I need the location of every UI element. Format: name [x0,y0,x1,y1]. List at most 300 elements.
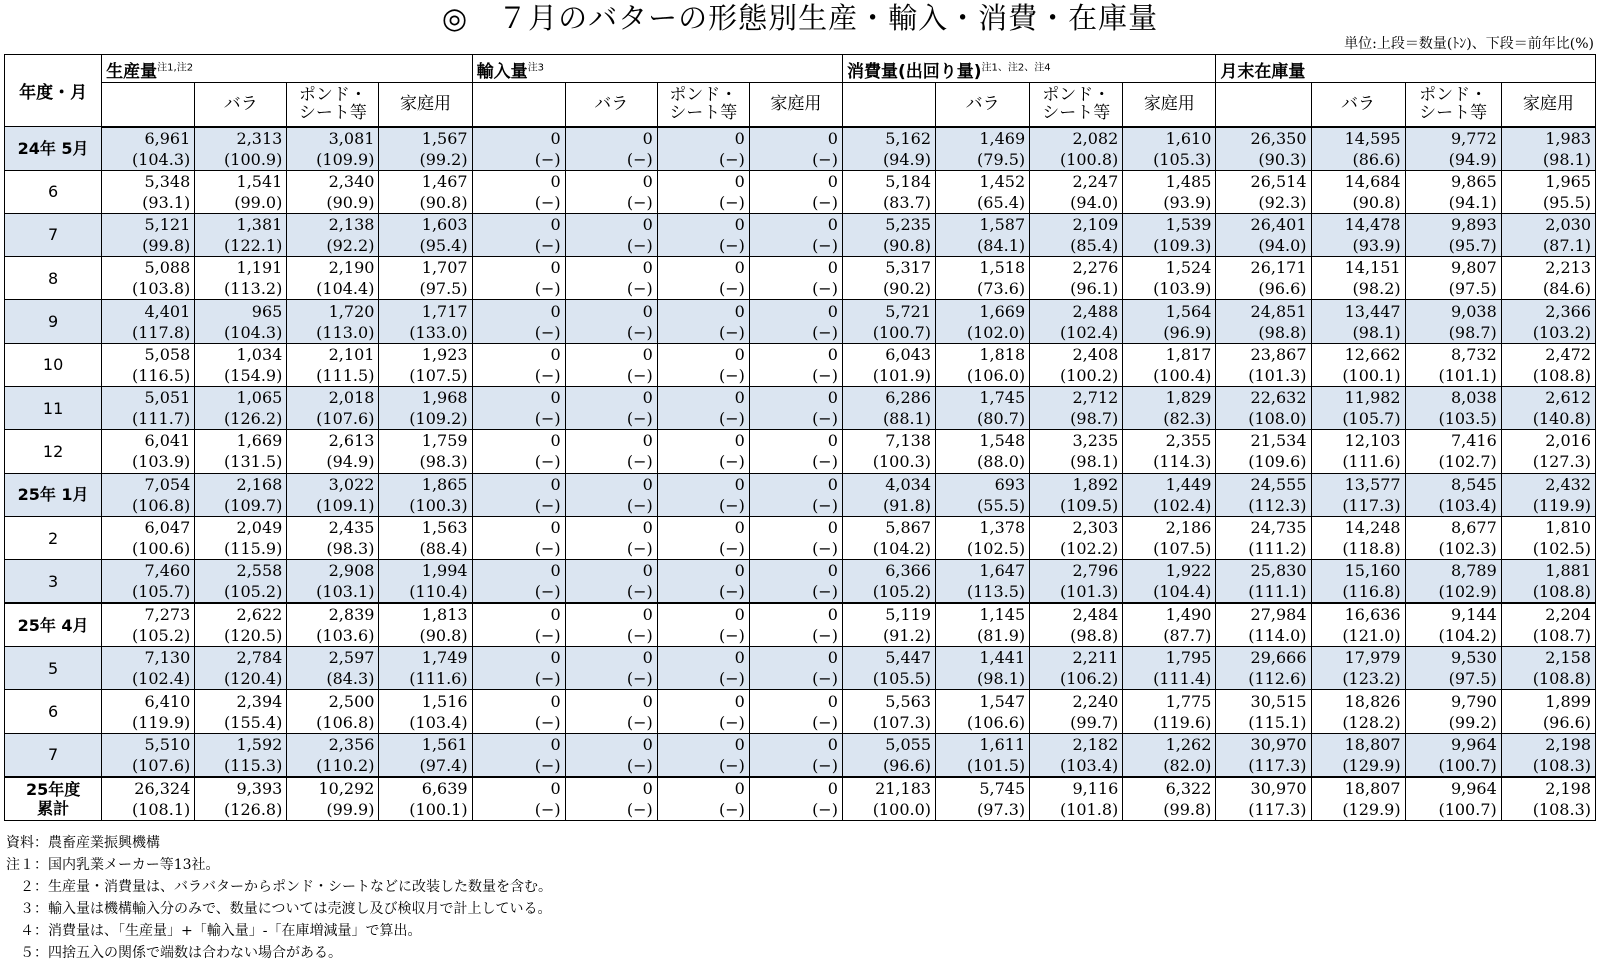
cell-quantity: 0 [734,518,745,538]
cell-yoy-ratio: (104.3) [224,322,283,342]
cell-quantity: 1,994 [421,561,468,581]
cell-quantity: 8,789 [1450,561,1497,581]
cell-yoy-ratio: (81.9) [977,626,1026,646]
cell-yoy-ratio: (100.4) [1153,365,1212,385]
data-cell [1405,473,1501,516]
cell-quantity: 9,964 [1450,734,1497,754]
cell-quantity: 14,684 [1344,171,1401,191]
cell-yoy-ratio: (100.8) [1059,149,1119,169]
data-cell [749,473,842,516]
cell-yoy-ratio: (129.9) [1342,755,1401,775]
cell-yoy-ratio: (84.1) [977,235,1026,255]
cell-quantity: 0 [642,778,653,798]
cell-quantity: 9,865 [1450,171,1497,191]
cell-quantity: 1,539 [1165,214,1212,234]
cell-quantity: 6,366 [885,561,932,581]
data-cell [1216,777,1311,821]
cell-quantity: 1,469 [979,128,1026,148]
cell-quantity: 0 [642,214,653,234]
cell-yoy-ratio: (83.7) [882,192,932,212]
cell-yoy-ratio: (106.8) [316,712,375,732]
cell-yoy-ratio: (106.0) [966,365,1026,385]
cell-yoy-ratio: (−) [718,799,745,819]
cell-yoy-ratio: (−) [718,192,745,212]
cell-yoy-ratio: (87.1) [1542,235,1591,255]
data-cell [842,170,935,213]
cell-yoy-ratio: (111.2) [1248,539,1307,559]
cell-quantity: 0 [642,734,653,754]
cell-yoy-ratio: (100.0) [872,799,932,819]
cell-quantity: 0 [550,258,561,278]
cell-quantity: 24,735 [1250,518,1307,538]
cell-yoy-ratio: (103.9) [1153,279,1212,299]
cell-quantity: 1,490 [1165,605,1212,625]
data-cell [1501,777,1595,821]
cell-yoy-ratio: (−) [626,322,653,342]
cell-yoy-ratio: (115.1) [1248,712,1307,732]
cell-yoy-ratio: (−) [812,279,838,299]
cell-quantity: 9,790 [1450,691,1497,711]
cell-yoy-ratio: (−) [812,539,838,559]
cell-yoy-ratio: (−) [626,495,653,515]
cell-yoy-ratio: (−) [718,279,745,299]
data-cell [657,343,749,386]
cell-yoy-ratio: (129.9) [1342,799,1401,819]
cell-quantity: 5,051 [144,388,191,408]
data-cell [1123,343,1216,386]
header-sub-home: 家庭用 [749,83,842,127]
data-cell [287,170,379,213]
cell-quantity: 1,817 [1165,344,1212,364]
cell-quantity: 2,240 [1072,691,1119,711]
cell-yoy-ratio: (90.9) [326,192,375,212]
cell-quantity: 5,119 [885,605,932,625]
data-cell [379,213,472,256]
data-cell [102,430,195,473]
data-cell [1311,386,1405,429]
cell-quantity: 0 [642,431,653,451]
cell-yoy-ratio: (−) [812,409,838,429]
cell-quantity: 0 [550,171,561,191]
data-cell [657,473,749,516]
cell-yoy-ratio: (−) [718,539,745,559]
cell-yoy-ratio: (−) [534,192,561,212]
cell-quantity: 0 [642,258,653,278]
cell-yoy-ratio: (91.8) [882,495,932,515]
cell-yoy-ratio: (−) [812,669,838,689]
cell-yoy-ratio: (99.2) [419,149,468,169]
cell-quantity: 26,171 [1250,258,1307,278]
cell-quantity: 16,636 [1344,605,1401,625]
data-cell [1123,127,1216,171]
data-cell [102,170,195,213]
data-cell [1311,430,1405,473]
data-cell [102,647,195,690]
table-body [5,127,1596,821]
cell-yoy-ratio: (107.6) [131,755,191,775]
cell-quantity: 9,772 [1450,128,1497,148]
cell-yoy-ratio: (93.1) [142,192,191,212]
cell-quantity: 2,613 [328,431,375,451]
cell-yoy-ratio: (−) [812,322,838,342]
cell-yoy-ratio: (105.3) [1153,149,1212,169]
header-sub-pound: ポンド・ シート等 [1030,83,1123,127]
data-cell [936,733,1030,777]
cell-yoy-ratio: (112.6) [1248,669,1307,689]
cell-quantity: 5,121 [144,214,191,234]
cell-quantity: 0 [734,128,745,148]
cell-yoy-ratio: (98.1) [1542,149,1591,169]
data-cell [1405,343,1501,386]
data-cell [749,343,842,386]
cell-yoy-ratio: (103.4) [1438,495,1497,515]
data-cell [287,386,379,429]
footnote: ３：輸入量は機構輸入分のみで、数量については売渡し及び検収月で計上している。 [6,901,552,917]
cell-quantity: 18,826 [1344,691,1401,711]
table-row [5,170,1596,213]
data-cell [472,300,565,343]
cell-quantity: 0 [642,474,653,494]
cell-yoy-ratio: (103.4) [1059,755,1119,775]
data-cell [842,473,935,516]
cell-yoy-ratio: (92.2) [326,235,375,255]
data-cell [842,430,935,473]
footnote: ２：生産量・消費量は、バラバターからポンド・シートなどに改装した数量を含む。 [6,879,552,895]
data-cell [1405,733,1501,777]
cell-quantity: 12,662 [1344,344,1401,364]
cell-yoy-ratio: (99.8) [1163,799,1212,819]
cell-quantity: 7,416 [1450,431,1497,451]
cell-yoy-ratio: (−) [718,626,745,646]
cell-yoy-ratio: (102.9) [1438,582,1497,602]
data-cell [1123,170,1216,213]
cell-yoy-ratio: (94.9) [882,149,932,169]
data-cell [472,473,565,516]
data-cell [1216,257,1311,300]
cell-quantity: 1,829 [1165,388,1212,408]
data-cell [1216,473,1311,516]
cell-yoy-ratio: (120.5) [224,626,283,646]
cell-yoy-ratio: (103.9) [131,452,191,472]
cell-quantity: 0 [550,301,561,321]
cell-quantity: 24,851 [1250,301,1307,321]
data-cell [749,213,842,256]
data-cell [657,213,749,256]
cell-yoy-ratio: (127.3) [1532,452,1591,472]
cell-yoy-ratio: (109.7) [224,495,283,515]
cell-quantity: 8,038 [1450,388,1497,408]
data-cell [472,213,565,256]
data-cell [1311,733,1405,777]
cell-yoy-ratio: (110.4) [409,582,468,602]
data-cell [472,343,565,386]
cell-yoy-ratio: (−) [534,799,561,819]
cell-quantity: 0 [550,431,561,451]
cell-quantity: 0 [642,691,653,711]
cell-quantity: 0 [827,605,838,625]
data-cell [565,560,657,604]
cell-quantity: 2,211 [1072,648,1119,668]
cell-quantity: 0 [734,648,745,668]
cell-quantity: 5,235 [885,214,932,234]
cell-yoy-ratio: (126.2) [224,409,283,429]
data-cell [1405,386,1501,429]
data-cell [749,257,842,300]
cell-yoy-ratio: (155.4) [224,712,283,732]
data-cell [1501,560,1595,604]
cell-yoy-ratio: (−) [626,799,653,819]
cell-yoy-ratio: (98.2) [1352,279,1401,299]
data-cell [1123,257,1216,300]
data-cell [936,170,1030,213]
table-row [5,647,1596,690]
cell-quantity: 4,034 [885,474,932,494]
data-cell [1501,473,1595,516]
data-cell [1405,127,1501,171]
cell-yoy-ratio: (94.1) [1448,192,1497,212]
cell-yoy-ratio: (102.0) [966,322,1026,342]
cell-quantity: 1,669 [236,431,283,451]
cell-quantity: 7,054 [144,474,191,494]
row-label: 3 [5,560,102,604]
cell-yoy-ratio: (98.3) [419,452,468,472]
cell-quantity: 9,038 [1450,301,1497,321]
cell-quantity: 2,198 [1545,734,1591,754]
cell-yoy-ratio: (99.9) [326,799,375,819]
cell-yoy-ratio: (109.6) [1248,452,1307,472]
cell-yoy-ratio: (100.7) [1438,799,1497,819]
cell-yoy-ratio: (−) [626,755,653,775]
cell-yoy-ratio: (104.3) [131,149,191,169]
data-cell [749,170,842,213]
header-sub-home: 家庭用 [379,83,472,127]
cell-quantity: 0 [642,171,653,191]
cell-yoy-ratio: (113.2) [224,279,283,299]
data-cell [565,733,657,777]
data-cell [1311,560,1405,604]
data-cell [936,127,1030,171]
table-row [5,386,1596,429]
cell-quantity: 1,899 [1545,691,1591,711]
data-cell [842,647,935,690]
cell-quantity: 9,807 [1450,258,1497,278]
header-blank [1216,83,1311,127]
cell-quantity: 1,065 [236,388,283,408]
cell-yoy-ratio: (105.2) [224,582,283,602]
data-cell [1501,257,1595,300]
cell-quantity: 2,488 [1072,301,1119,321]
cell-quantity: 2,796 [1072,561,1119,581]
data-cell [749,430,842,473]
data-cell [287,300,379,343]
cell-yoy-ratio: (103.2) [1532,322,1591,342]
cell-quantity: 1,669 [979,301,1026,321]
cell-quantity: 1,518 [979,258,1026,278]
cell-yoy-ratio: (99.7) [1070,712,1119,732]
cell-quantity: 6,047 [144,518,191,538]
cell-quantity: 6,322 [1165,778,1212,798]
cell-yoy-ratio: (105.2) [872,582,932,602]
cell-quantity: 2,712 [1072,388,1119,408]
row-label: 7 [5,213,102,256]
data-cell [1405,430,1501,473]
data-cell [1216,647,1311,690]
data-cell [379,343,472,386]
data-cell [936,213,1030,256]
cell-quantity: 1,881 [1545,561,1591,581]
cell-yoy-ratio: (87.7) [1163,626,1212,646]
cell-yoy-ratio: (−) [718,495,745,515]
cell-quantity: 1,441 [979,648,1026,668]
cell-quantity: 30,970 [1250,778,1307,798]
cell-quantity: 2,784 [236,648,283,668]
cell-yoy-ratio: (85.4) [1070,235,1119,255]
cell-yoy-ratio: (106.6) [966,712,1026,732]
cell-quantity: 8,732 [1450,344,1497,364]
cell-yoy-ratio: (95.5) [1542,192,1591,212]
cell-quantity: 21,183 [875,778,932,798]
data-cell [1216,386,1311,429]
data-cell [749,560,842,604]
data-cell [936,647,1030,690]
data-cell [195,343,287,386]
data-cell [287,430,379,473]
cell-quantity: 1,720 [328,301,375,321]
cell-yoy-ratio: (104.4) [316,279,375,299]
cell-yoy-ratio: (97.5) [1448,279,1497,299]
cell-yoy-ratio: (−) [626,409,653,429]
cell-quantity: 7,130 [144,648,191,668]
data-cell [102,733,195,777]
data-cell [842,127,935,171]
row-label: 9 [5,300,102,343]
data-cell [1501,647,1595,690]
cell-yoy-ratio: (−) [626,192,653,212]
cell-yoy-ratio: (102.5) [1532,539,1591,559]
cell-yoy-ratio: (−) [534,755,561,775]
cell-quantity: 3,081 [328,128,375,148]
data-cell [1405,300,1501,343]
row-label: 24年 5月 [5,127,102,171]
cell-quantity: 1,378 [979,518,1026,538]
cell-yoy-ratio: (98.3) [326,539,375,559]
data-cell [1311,343,1405,386]
cell-quantity: 1,563 [421,518,468,538]
data-cell [749,733,842,777]
data-cell [657,777,749,821]
cell-yoy-ratio: (103.4) [409,712,468,732]
cell-yoy-ratio: (−) [534,279,561,299]
cell-quantity: 693 [994,474,1026,494]
cell-yoy-ratio: (111.1) [1248,582,1307,602]
cell-quantity: 14,151 [1344,258,1401,278]
cell-yoy-ratio: (−) [718,669,745,689]
data-cell [1216,516,1311,559]
cell-yoy-ratio: (108.8) [1532,669,1591,689]
data-cell [379,127,472,171]
cell-yoy-ratio: (−) [534,365,561,385]
cell-quantity: 9,964 [1450,778,1497,798]
data-cell [565,127,657,171]
cell-yoy-ratio: (119.6) [1153,712,1212,732]
data-cell [1311,603,1405,647]
cell-quantity: 0 [827,388,838,408]
cell-yoy-ratio: (131.5) [224,452,283,472]
cell-yoy-ratio: (90.8) [419,626,468,646]
cell-yoy-ratio: (98.1) [1070,452,1119,472]
cell-yoy-ratio: (−) [812,149,838,169]
cell-quantity: 26,350 [1250,128,1307,148]
cell-quantity: 1,467 [421,171,468,191]
cell-yoy-ratio: (104.2) [1438,626,1497,646]
data-cell [287,777,379,821]
cell-quantity: 0 [550,518,561,538]
data-cell [1501,386,1595,429]
cell-quantity: 1,775 [1165,691,1212,711]
cell-quantity: 2,109 [1072,214,1119,234]
cell-quantity: 8,677 [1450,518,1497,538]
cell-quantity: 0 [550,734,561,754]
footnotes [6,832,552,964]
data-cell [102,257,195,300]
data-cell [936,516,1030,559]
data-cell [1030,473,1123,516]
cell-quantity: 14,248 [1344,518,1401,538]
data-cell [842,690,935,733]
cell-yoy-ratio: (102.4) [1153,495,1212,515]
header-import: 輸入量$^{注3}$ [472,55,842,83]
data-cell [195,647,287,690]
data-cell [1123,647,1216,690]
data-cell [1123,300,1216,343]
data-cell [657,300,749,343]
cell-yoy-ratio: (−) [812,192,838,212]
cell-yoy-ratio: (98.7) [1448,322,1497,342]
data-cell [472,560,565,604]
cell-yoy-ratio: (113.0) [316,322,375,342]
data-cell [1501,733,1595,777]
data-cell [842,386,935,429]
cell-quantity: 0 [827,518,838,538]
cell-yoy-ratio: (100.7) [1438,755,1497,775]
cell-yoy-ratio: (97.5) [419,279,468,299]
data-cell [287,473,379,516]
cell-quantity: 1,561 [421,734,468,754]
data-cell [195,777,287,821]
cell-yoy-ratio: (107.3) [872,712,932,732]
cell-quantity: 0 [734,605,745,625]
cell-quantity: 0 [550,561,561,581]
cell-quantity: 5,055 [885,734,932,754]
cell-quantity: 2,247 [1072,171,1119,191]
cell-quantity: 0 [827,648,838,668]
data-cell [1405,777,1501,821]
data-cell [565,300,657,343]
cell-yoy-ratio: (102.4) [131,669,191,689]
data-cell [1501,213,1595,256]
cell-yoy-ratio: (−) [812,712,838,732]
header-sub-bara: バラ [195,83,287,127]
cell-quantity: 1,745 [979,388,1026,408]
cell-quantity: 0 [734,691,745,711]
cell-quantity: 5,745 [979,778,1026,798]
data-cell [195,690,287,733]
data-cell [657,560,749,604]
data-cell [1030,560,1123,604]
cell-yoy-ratio: (88.0) [977,452,1026,472]
cell-yoy-ratio: (−) [626,539,653,559]
cell-yoy-ratio: (90.2) [882,279,932,299]
